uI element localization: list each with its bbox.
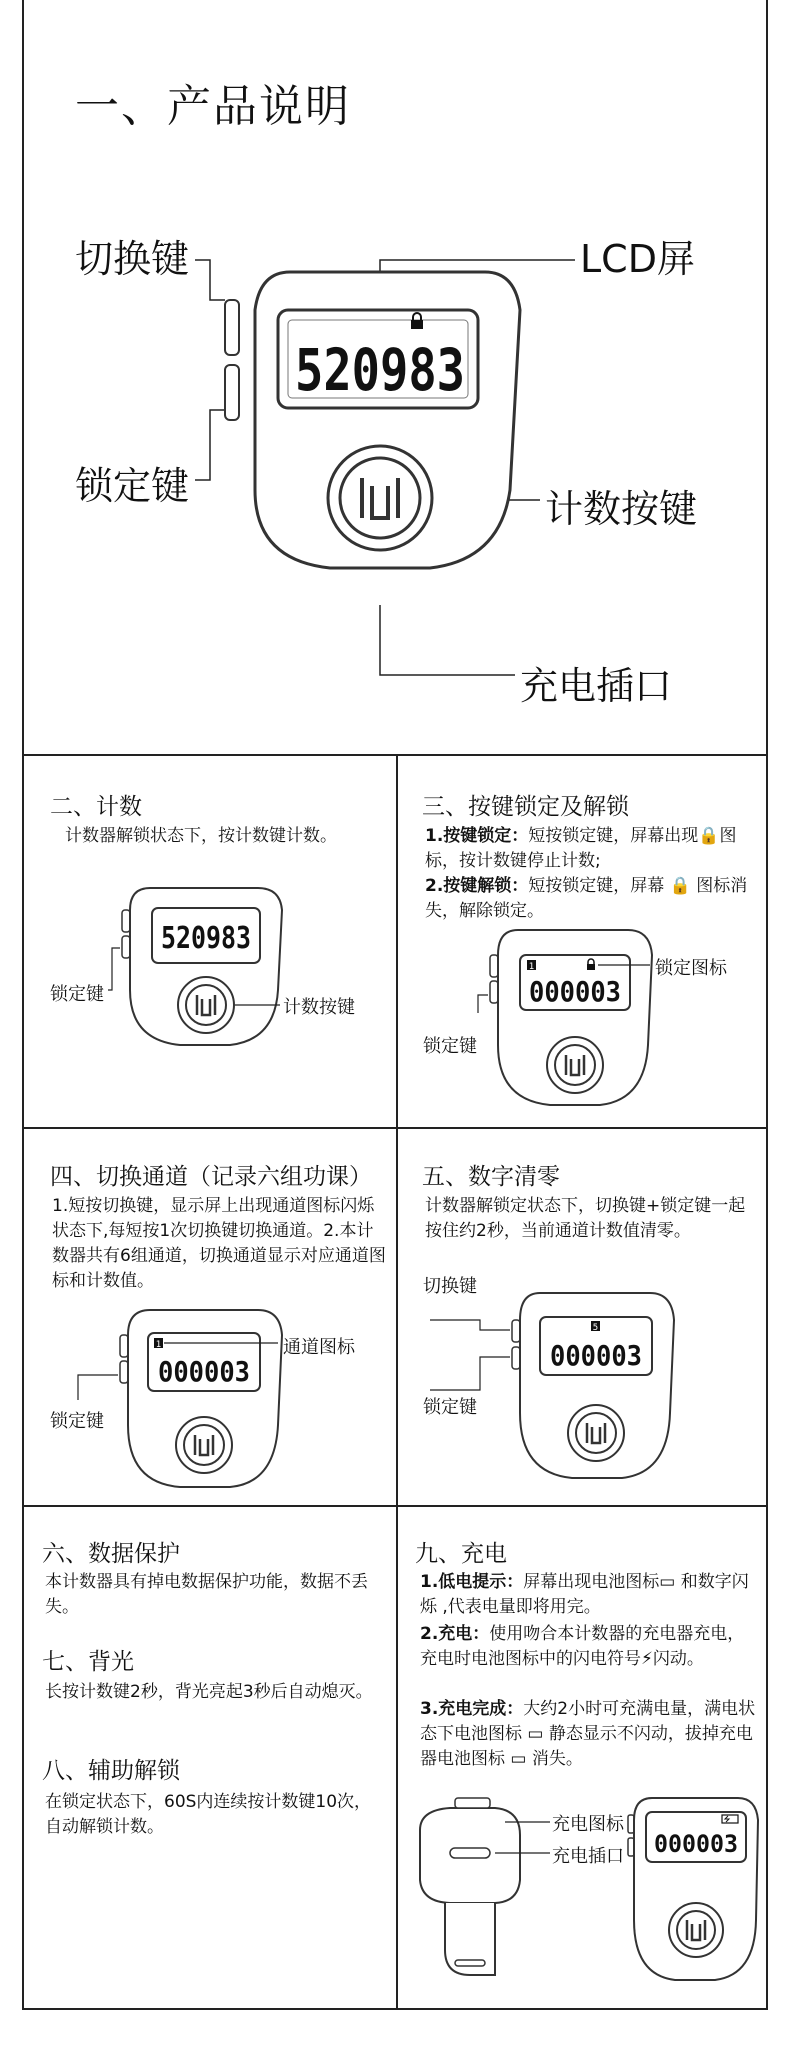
divider (396, 754, 398, 2010)
section-body: 1.短按切换键，显示屏上出现通道图标闪烁状态下,每短按1次切换键切换通道。2.本计数器共有6组通道，切换通道显示对应通道图标和计数值。 (52, 1196, 386, 1291)
section-body: 计数器解锁定状态下，切换键+锁定键一起按住约2秒，当前通道计数值清零。 (425, 1196, 746, 1241)
svg-text:000003: 000003 (529, 975, 621, 1008)
svg-text:000003: 000003 (158, 1355, 250, 1388)
label-lock-key: 锁定键 (50, 1411, 104, 1432)
label-lock-key: 锁定键 (50, 984, 104, 1005)
label-charge-icon: 充电图标 (552, 1814, 624, 1835)
svg-text:5: 5 (592, 1323, 599, 1333)
label-switch-key: 切换键 (423, 1276, 477, 1297)
label-lock-icon: 锁定图标 (655, 958, 727, 979)
divider (22, 1127, 768, 1129)
section-body: 本计数器具有掉电数据保护功能，数据不丢失。 (45, 1572, 368, 1617)
label-lcd: LCD屏 (580, 237, 695, 281)
section-title: 二、计数 (50, 794, 142, 820)
section-title: 三、按键锁定及解锁 (422, 794, 629, 820)
callout-line (195, 260, 225, 300)
svg-text:1: 1 (155, 1340, 162, 1350)
counter-diagram (420, 1285, 760, 1495)
lock-key (225, 365, 239, 420)
section-body-3: 3.充电完成：大约2小时可充满电量，满电状态下电池图标 ▭ 静态显示不闪动，拔掉充电器电池图标 ▭ 消失。 (420, 1699, 756, 1769)
divider (22, 1505, 768, 1507)
switch-key (225, 300, 239, 355)
label-charge-port: 充电插口 (520, 664, 673, 708)
section-body-2: 2.充电：使用吻合本计数器的充电器充电，充电时电池图标中的闪电符号⚡闪动。 (420, 1624, 745, 1669)
label-lock-key: 锁定键 (423, 1397, 477, 1418)
label-count-key: 计数按键 (545, 487, 698, 531)
section-body-1: 1.按键锁定：短按锁定键，屏幕出现🔒图标，按计数键停止计数; (425, 826, 737, 871)
section-title: 八、辅助解锁 (42, 1758, 180, 1784)
section-body: 计数器解锁状态下，按计数键计数。 (65, 826, 337, 846)
svg-text:520983: 520983 (161, 921, 251, 956)
callout-line (380, 605, 515, 675)
label-lock-key: 锁定键 (423, 1036, 477, 1057)
section-title: 四、切换通道（记录六组功课） (50, 1164, 372, 1190)
label-switch-key: 切换键 (75, 237, 190, 281)
label-lock-key: 锁定键 (75, 464, 190, 508)
section-body: 长按计数键2秒，背光亮起3秒后自动熄灭。 (45, 1682, 373, 1702)
section-title: 九、充电 (415, 1541, 507, 1567)
section-body-1: 1.低电提示：屏幕出现电池图标▭ 和数字闪烁 ,代表电量即将用完。 (420, 1572, 749, 1617)
label-charge-port: 充电插口 (552, 1846, 624, 1867)
svg-text:1: 1 (528, 962, 535, 972)
section-title: 一、产品说明 (75, 81, 351, 132)
counter-diagram (30, 880, 390, 1060)
section-title: 七、背光 (42, 1649, 134, 1675)
label-channel-icon: 通道图标 (283, 1337, 355, 1358)
svg-text:000003: 000003 (550, 1339, 642, 1372)
svg-text:000003: 000003 (654, 1830, 738, 1858)
callout-line (195, 410, 225, 480)
section-body-2: 2.按键解锁：短按锁定键，屏幕 🔒 图标消失，解除锁定。 (425, 876, 748, 921)
lcd-digits: 520983 (295, 336, 465, 404)
section-body: 在锁定状态下，60S内连续按计数键10次，自动解锁计数。 (45, 1792, 372, 1837)
label-count-key: 计数按键 (283, 997, 355, 1018)
divider (22, 754, 768, 756)
section-title: 五、数字清零 (422, 1164, 560, 1190)
section-title: 六、数据保护 (42, 1541, 180, 1567)
